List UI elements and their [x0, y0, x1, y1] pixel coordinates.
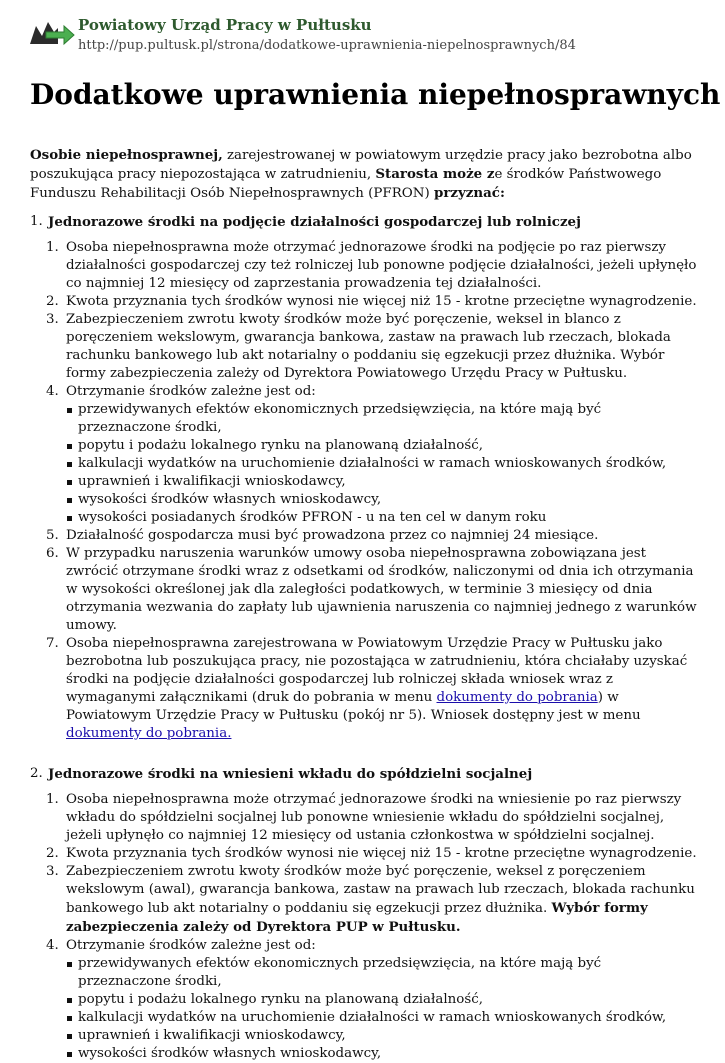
- condition-item: popytu i podażu lokalnego rynku na planowaną działalność,: [66, 437, 698, 455]
- condition-item: uprawnień i kwalifikacji wnioskodawcy,: [66, 1027, 698, 1045]
- item-number: 3.: [46, 312, 59, 327]
- condition-item: popytu i podażu lokalnego rynku na planowaną działalność,: [66, 991, 698, 1009]
- downloads-link[interactable]: dokumenty do pobrania: [436, 690, 598, 705]
- list-item: [46, 293, 698, 311]
- item-text: Zabezpieczeniem zwrotu kwoty środków może być poręczenie, weksel in blanco z poręczeniem wekslowym, gwarancja bankowa, zastaw na prawach lub rzeczach, blokada rachunku bankowego lub akt notarialny o poddaniu się egzekucji przez dłużnika. Wybór formy zabezpieczenia zależy od Dyrektora Powiatowego Urzędu Pracy w Pułtusku.: [66, 312, 671, 381]
- item-number: 3.: [46, 864, 59, 879]
- item-text: Zabezpieczeniem zwrotu kwoty środków może być poręczenie, weksel z poręczeniem wekslowym (awal), gwarancja bankowa, zastaw na prawach lub rzeczach, blokada rachunku bankowego lub akt notarialny o poddaniu się egzekucji przez dłużnika.: [66, 864, 695, 916]
- item-number: 7.: [46, 636, 59, 651]
- section-1-title: Jednorazowe środki na podjęcie działalności gospodarczej lub rolniczej: [48, 214, 581, 230]
- condition-item: wysokości środków własnych wnioskodawcy,: [66, 491, 698, 509]
- item-number: 4.: [46, 938, 59, 953]
- condition-item: przewidywanych efektów ekonomicznych przedsięwzięcia, na które mają być przeznaczone środki,: [66, 401, 698, 437]
- item-number: 6.: [46, 546, 59, 561]
- item-number: 1.: [46, 792, 59, 807]
- intro-bold-starosta: Starosta może z: [375, 166, 495, 182]
- site-title[interactable]: Powiatowy Urząd Pracy w Pułtusku: [78, 16, 372, 34]
- section-2-heading: [30, 765, 698, 783]
- item-bold: Wybór formy zabezpieczenia zależy od Dyrektora PUP w Pułtusku.: [66, 900, 648, 935]
- page-title: Dodatkowe uprawnienia niepełnosprawnych: [30, 78, 721, 111]
- item-text: Osoba niepełnosprawna może otrzymać jednorazowe środki na wniesienie po raz pierwszy wkładu do spółdzielni socjalnej lub ponowne wniesienie wkładu do spółdzielni socjalnej, jeżeli upłynęło co najmniej 12 miesięcy od ustania członkostwa w spółdzielni socjalnej.: [66, 792, 682, 843]
- item-text: Osoba niepełnosprawna może otrzymać jednorazowe środki na podjęcie po raz pierwszy działalności gospodarczej czy też rolniczej lub ponowne podjęcie działalności, jeżeli upłynęło co najmniej 12 miesięcy od zaprzestania prowadzenia tej działalności.: [66, 240, 697, 291]
- item-number: 2.: [46, 846, 59, 861]
- intro-text-2: e środków Państwowego Funduszu Rehabilitacji Osób Niepełnosprawnych (PFRON): [30, 167, 662, 201]
- item-text: Otrzymanie środków zależne jest od:: [66, 384, 316, 399]
- item-text: Działalność gospodarcza musi być prowadzona przez co najmniej 24 miesiące.: [66, 528, 599, 543]
- intro-paragraph: [30, 146, 698, 203]
- section-2-list: [30, 791, 698, 1063]
- item-text-a: Osoba niepełnosprawna zarejestrowana w Powiatowym Urzędzie Pracy w Pułtusku jako bezrobotna lub poszukująca pracy, nie pozostająca w zatrudnieniu, która chciałaby uzyskać środki na podjęcie działalności gospodarczej lub rolniczej składa wniosek wraz z wymaganymi załącznikami (druk do pobrania w menu: [66, 636, 688, 705]
- list-item: [46, 937, 698, 1063]
- item-number: 2.: [46, 294, 59, 309]
- list-item: [46, 527, 698, 545]
- list-item: [46, 239, 698, 293]
- section-2-number: 2.: [30, 766, 43, 781]
- item-text: W przypadku naruszenia warunków umowy osoba niepełnosprawna zobowiązana jest zwrócić otrzymane środki wraz z odsetkami od środków, naliczonymi od dnia ich otrzymania w wysokości określonej jak dla zaległości podatkowych, w terminie 3 miesięcy od dnia otrzymania wezwania do zapłaty lub ujawnienia naruszenia co najmniej jednego z warunków umowy.: [66, 546, 697, 633]
- condition-item: kalkulacji wydatków na uruchomienie działalności w ramach wnioskowanych środków,: [66, 455, 698, 473]
- intro-bold-start: Osobie niepełnosprawnej,: [30, 147, 223, 163]
- item-text: Kwota przyznania tych środków wynosi nie więcej niż 15 - krotne przeciętne wynagrodzenie.: [66, 294, 697, 309]
- section-1-heading: [30, 213, 698, 231]
- list-item: [46, 545, 698, 635]
- conditions-list: [66, 955, 698, 1063]
- list-item: [46, 635, 698, 743]
- conditions-list: [66, 401, 698, 527]
- item-number: 4.: [46, 384, 59, 399]
- item-text-b: ) w Powiatowym Urzędzie Pracy w Pułtusku (pokój nr 5). Wniosek dostępny jest w menu: [66, 690, 641, 723]
- pup-logo-arrow-icon: [28, 18, 74, 48]
- section-1-list: [30, 239, 698, 743]
- list-item: [46, 845, 698, 863]
- condition-item: wysokości środków własnych wnioskodawcy,: [66, 1045, 698, 1063]
- spacer: [30, 743, 698, 759]
- condition-item: przewidywanych efektów ekonomicznych przedsięwzięcia, na które mają być przeznaczone środki,: [66, 955, 698, 991]
- item-number: 1.: [46, 240, 59, 255]
- list-item: [46, 311, 698, 383]
- condition-item: wysokości posiadanych środków PFRON - u na ten cel w danym roku: [66, 509, 698, 527]
- article-content: [30, 146, 698, 1063]
- page-url: http://pup.pultusk.pl/strona/dodatkowe-uprawnienia-niepelnosprawnych/84: [78, 38, 576, 53]
- condition-item: kalkulacji wydatków na uruchomienie działalności w ramach wnioskowanych środków,: [66, 1009, 698, 1027]
- list-item: [46, 383, 698, 527]
- list-item: [46, 863, 698, 937]
- list-item: [46, 791, 698, 845]
- section-1-number: 1.: [30, 214, 43, 229]
- section-2-title: Jednorazowe środki na wniesieni wkładu do spółdzielni socjalnej: [48, 766, 533, 782]
- item-text: Otrzymanie środków zależne jest od:: [66, 938, 316, 953]
- downloads-link-2[interactable]: dokumenty do pobrania.: [66, 726, 232, 741]
- site-header: [28, 14, 718, 58]
- item-number: 5.: [46, 528, 59, 543]
- intro-bold-end: przyznać:: [433, 185, 505, 201]
- intro-text-1: zarejestrowanej w powiatowym urzędzie pracy jako bezrobotna albo poszukująca pracy niepozostająca w zatrudnieniu,: [30, 148, 692, 182]
- condition-item: uprawnień i kwalifikacji wnioskodawcy,: [66, 473, 698, 491]
- item-text: Kwota przyznania tych środków wynosi nie więcej niż 15 - krotne przeciętne wynagrodzenie.: [66, 846, 697, 861]
